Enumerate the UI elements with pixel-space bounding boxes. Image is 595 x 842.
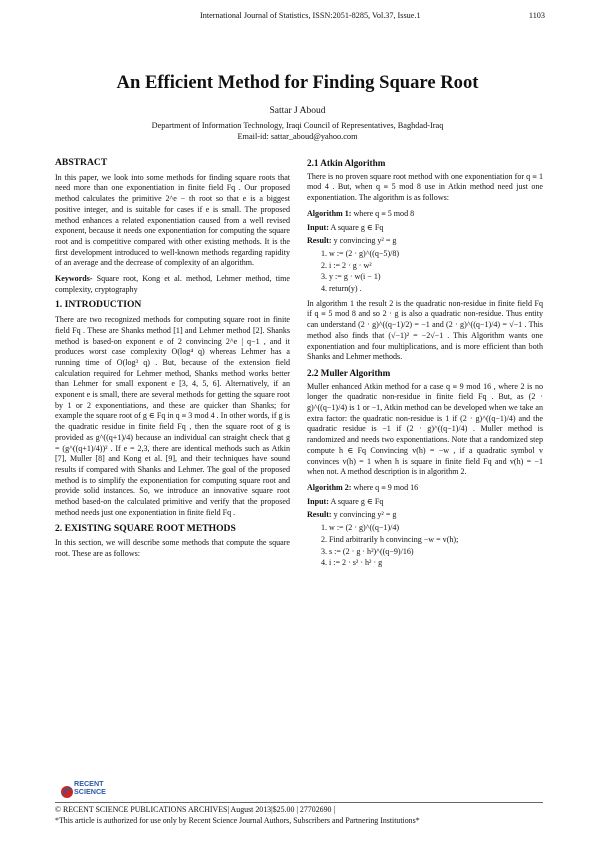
keywords-text: Square root, Kong et al. method, Lehmer method, time complexity, cryptography: [55, 274, 290, 294]
right-column: [307, 158, 543, 573]
abstract-text: In this paper, we look into some methods for finding square roots that need more than one exponentiation in finite field Fq . Our proposed method calculates the primitive 2^e − th root so that e is a biggest positive integer, and is suitable for cases if e is small. The proposed method enhances a related exponentiation caused from a well revised exponent, because it needs one exponentiation for computing the square root and is competitive compared with other existing methods. It is the first development introduced to well-known methods regarding rapidity of an average and the decrease of complexity of an algorithm.: [55, 172, 290, 268]
algorithm-1-condition: where q ≡ 5 mod 8: [351, 208, 415, 218]
footer-notice: *This article is authorized for use only by Recent Science Journal Authors, Subscribers and Partnering Institutions*: [55, 816, 420, 825]
algorithm-step: 4. return(y) .: [329, 284, 543, 295]
existing-methods-text: In this section, we will describe some methods that compute the square root. These are as follows:: [55, 538, 290, 558]
keywords-label: Keywords-: [55, 274, 93, 284]
algorithm-2-result: [307, 510, 543, 521]
algorithm-1-input: [307, 223, 543, 234]
journal-info: International Journal of Statistics, ISSN:2051-8285, Vol.37, Issue.1: [200, 11, 421, 20]
logo-mark-icon: [60, 784, 74, 800]
algorithm-1-title: [307, 209, 543, 220]
algorithm-step: 3. y := g · w(i − 1): [329, 272, 543, 283]
algorithm-1-result: [307, 236, 543, 247]
affiliation-block: [0, 120, 595, 142]
algorithm-2-label: Algorithm 2:: [307, 482, 352, 492]
result-label: Result:: [307, 236, 332, 246]
email: Email-id: sattar_aboud@yahoo.com: [237, 132, 358, 141]
algorithm-step: 1. w := (2 · g)^((q−1)/4): [329, 523, 543, 534]
logo-text-2: SCIENCE: [74, 787, 106, 796]
input-text: A square g ∈ Fq: [328, 496, 384, 506]
algorithm-step: 1. w := (2 · g)^((q−5)/8): [329, 249, 543, 260]
author-name: Sattar J Aboud: [269, 106, 326, 116]
algorithm-step: 2. i := 2 · g · w²: [329, 261, 543, 272]
keywords: [55, 274, 290, 295]
atkin-discussion: In algorithm 1 the result 2 is the quadratic non-residue in finite field Fq if q ≡ 5 mod 8 and so 2 · g is also a quadratic non-residue. Thus entity can understand (2 · g)^((q−1)/2) = −1 and (2 · g)^((q−1)/4) = √−1 . This method also finds that (√−1)² = −2√−1 . This Algorithm wants one exponentiation and four multiplications, and is more efficient than both Shanks and Lehmer methods.: [307, 298, 543, 362]
introduction-heading: 1. INTRODUCTION: [55, 299, 142, 311]
algorithm-step: 3. s := (2 · g · h²)^((q−9)/16): [329, 547, 543, 558]
algorithm-step: 2. Find arbitrarily h convincing −w = v(h);: [329, 535, 543, 546]
algorithm-2-title: [307, 483, 543, 494]
result-label: Result:: [307, 510, 332, 520]
footer-divider: [55, 802, 543, 803]
page-number: 1103: [528, 11, 545, 20]
input-text: A square g ∈ Fq: [328, 222, 384, 232]
affiliation: Department of Information Technology, Iraqi Council of Representatives, Baghdad-Iraq: [151, 121, 444, 130]
input-label: Input:: [307, 496, 329, 506]
muller-heading: 2.2 Muller Algorithm: [307, 367, 391, 378]
introduction-text: There are two recognized methods for computing square root in finite field Fq . These are Shanks method [1] and Lehmer method [2]. Shanks method is based-on exponent e of 2 convincing 2^e | q−1 , and it produces worst case complexity O(log⁴ q) whereas Lehmer has a running time of O(log³ q) . But, because of the extension field calculation required for Lehmer method, Shanks method works better than Lehmer for small exponent e [3, 4, 5, 6]. Alternatively, if an exponent e is small, there are several methods for getting the square root by 1 or 2 exponentiations, and these are quicker than Shanks; for example the square root of g ∈ Fq in q ≡ 3 mod 4 . In other words, if g is the quadratic residue in finite field Fq , then the square root of g is provided as g^((q+1)/4) because an individual can straight check that g = (g^((q+1)/4))² . If e = 2,3, there are identical methods such as Atkin [7], Muller [8] and Kong et al. [9], and their techniques have sound results if compared with Shanks and Lehmer. The goal of the proposed method is to simplify the exponentiation for computing square root and provide solid instances. So, we introduce an innovative square root method based-on the calculated primitive and verify that the proposed method needs just one exponentiation in finite field Fq .: [55, 315, 290, 517]
atkin-intro: There is no proven square root method with one exponentiation for q ≡ 1 mod 4 . But, when q ≡ 5 mod 8 use in Atkin method need just one exponentiation. The algorithm is as follows:: [307, 171, 543, 203]
algorithm-2-steps: [307, 523, 543, 569]
algorithm-2-input: [307, 497, 543, 508]
muller-intro: Muller enhanced Atkin method for a case q ≡ 9 mod 16 , where 2 is no longer the quadratic non-residue in finite field Fq . But, as (2 · g)^((q−1)/4) is 1 or −1, Atkin method can be developed when we take an extra factor: the quadratic non-residue is 1 if (2 · g)^((q−1)/4) and the quadratic residue is −1 if (2 · g)^((q−1)/4) . Muller method is randomized and needs two exponentiations. Note that a randomized step compute h ∈ Fq Convincing v(h) = −w , if a quadratic symbol v convinces v(h) = 1 when h is square in finite field Fq and v(h) = −1 when not. A method description is in algorithm 2.: [307, 381, 543, 477]
result-text: y convincing y² = g: [331, 236, 397, 246]
algorithm-2-condition: where q ≡ 9 mod 16: [351, 482, 419, 492]
algorithm-1-steps: [307, 249, 543, 295]
algorithm-1-label: Algorithm 1:: [307, 208, 352, 218]
paper-title: An Efficient Method for Finding Square Root: [116, 72, 479, 93]
left-column: [55, 158, 290, 565]
running-header: [200, 11, 545, 20]
logo-text-1: RECENT: [74, 779, 104, 788]
algorithm-step: 4. i := 2 · s² · h² · g: [329, 558, 543, 569]
abstract-heading: ABSTRACT: [55, 157, 108, 168]
existing-methods-heading: 2. EXISTING SQUARE ROOT METHODS: [55, 522, 236, 534]
input-label: Input:: [307, 222, 329, 232]
atkin-heading: 2.1 Atkin Algorithm: [307, 158, 386, 168]
result-text: y convincing y² = g: [331, 510, 397, 520]
footer-copyright: © RECENT SCIENCE PUBLICATIONS ARCHIVES| August 2013|$25.00 | 27702690 |: [55, 805, 336, 814]
